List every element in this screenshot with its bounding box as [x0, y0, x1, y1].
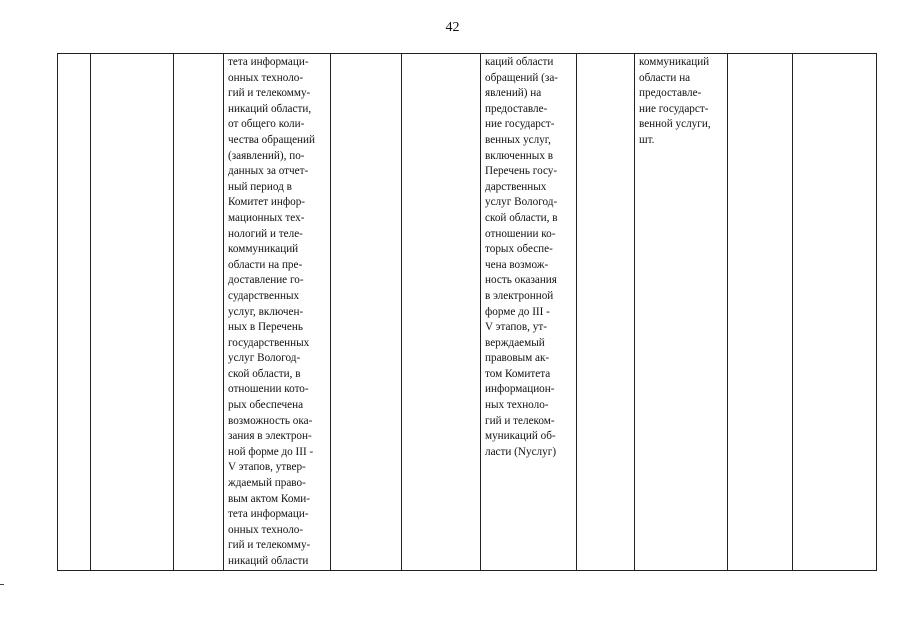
page-number: 42 [445, 20, 460, 35]
table-cell-8 [577, 54, 635, 571]
table-cell-unit: коммуникаций области на предоставле- ние государст- венной услуги, шт. [635, 54, 728, 571]
margin-mark [0, 584, 4, 585]
table-row [58, 54, 877, 571]
table-cell-6 [402, 54, 481, 571]
table-cell-1 [58, 54, 91, 571]
table-cell-2 [91, 54, 174, 571]
table-cell-11 [793, 54, 877, 571]
table-cell-calculation-variable: каций области обращений (за- явлений) на предоставле- ние государст- венных услуг, включенных в Перечень госу- дарственных услуг Вологод- ской области, в отношении ко- торых обеспе- чена возмож- ность оказания в электронной форме до III - V этапов, ут- верждаемый правовым ак- том Комитета информацион- ных техноло- гий и телеком- муникаций об- ласти (Nуслуг) [481, 54, 577, 571]
document-table [57, 53, 877, 571]
table-cell-3 [174, 54, 224, 571]
table-cell-5 [331, 54, 402, 571]
table-cell-indicator-description: тета информаци- онных техноло- гий и телекомму- никаций области, от общего коли- чества обращений (заявлений), по- данных за отчет- ный период в Комитет инфор- мационных тех- нологий и теле- коммуникаций области на пре- доставление го- сударственных услуг, включен- ных в Перечень государственных услуг Вологод- ской области, в отношении кото- рых обеспечена возможность ока- зания в электрон- ной форме до III - V этапов, утвер- ждаемый право- вым актом Коми- тета информаци- онных техноло- гий и телекомму- никаций области [224, 54, 331, 571]
table-cell-10 [728, 54, 793, 571]
